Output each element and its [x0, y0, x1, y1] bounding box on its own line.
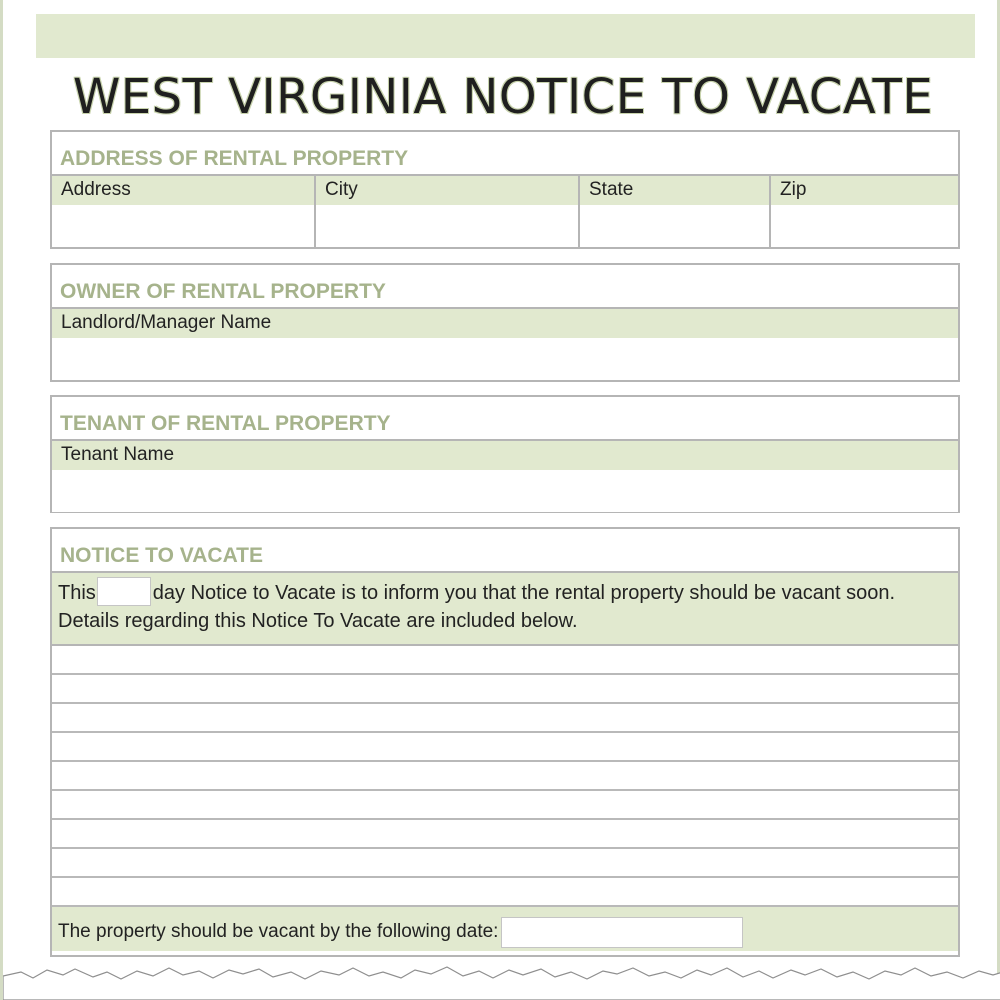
notice-text-line2: Details regarding this Notice To Vacate are included below. [58, 610, 578, 632]
zip-field[interactable] [771, 205, 958, 247]
owner-section [50, 263, 960, 382]
document-title: WEST VIRGINIA NOTICE TO VACATE [72, 69, 934, 125]
address-section [50, 130, 960, 249]
address-section-header: ADDRESS OF RENTAL PROPERTY [52, 132, 958, 176]
tenant-input-row [52, 470, 958, 512]
details-line[interactable] [52, 820, 958, 849]
vacate-date-label: The property should be vacant by the following date: [58, 921, 499, 942]
days-field[interactable] [97, 577, 151, 606]
notice-text-rest: day Notice to Vacate is to inform you that the rental property should be vacant soon. [152, 582, 896, 604]
tenant-name-field[interactable] [52, 470, 958, 512]
state-label: State [580, 176, 771, 205]
notice-text [52, 573, 958, 646]
zip-label: Zip [780, 179, 807, 200]
top-band [36, 14, 975, 58]
address-input-row [52, 205, 958, 247]
tenant-section [50, 395, 960, 513]
owner-label-row [52, 309, 958, 338]
details-line[interactable] [52, 762, 958, 791]
landlord-name-label: Landlord/Manager Name [61, 312, 272, 333]
details-line[interactable] [52, 646, 958, 675]
vacate-date-field[interactable] [501, 917, 743, 948]
state-field[interactable] [580, 205, 771, 247]
notice-section-header: NOTICE TO VACATE [52, 529, 958, 573]
address-field[interactable] [52, 205, 316, 247]
owner-input-row [52, 338, 958, 380]
tenant-label-row [52, 441, 958, 470]
details-line[interactable] [52, 791, 958, 820]
details-lines [52, 646, 958, 907]
details-line[interactable] [52, 675, 958, 704]
details-line[interactable] [52, 704, 958, 733]
notice-section [50, 527, 960, 957]
details-line[interactable] [52, 878, 958, 907]
tenant-section-header: TENANT OF RENTAL PROPERTY [52, 397, 958, 441]
address-label: Address [52, 176, 316, 205]
city-field[interactable] [316, 205, 580, 247]
details-line[interactable] [52, 849, 958, 878]
notice-text-start: This [58, 582, 96, 604]
details-line[interactable] [52, 733, 958, 762]
owner-section-header: OWNER OF RENTAL PROPERTY [52, 265, 958, 309]
landlord-name-field[interactable] [52, 338, 958, 380]
torn-edge [3, 962, 1000, 1000]
city-label: City [316, 176, 580, 205]
address-label-row [52, 176, 958, 205]
vacate-date-row [52, 907, 958, 951]
torn-edge-shape [3, 967, 1000, 1000]
tenant-name-label: Tenant Name [61, 444, 175, 465]
